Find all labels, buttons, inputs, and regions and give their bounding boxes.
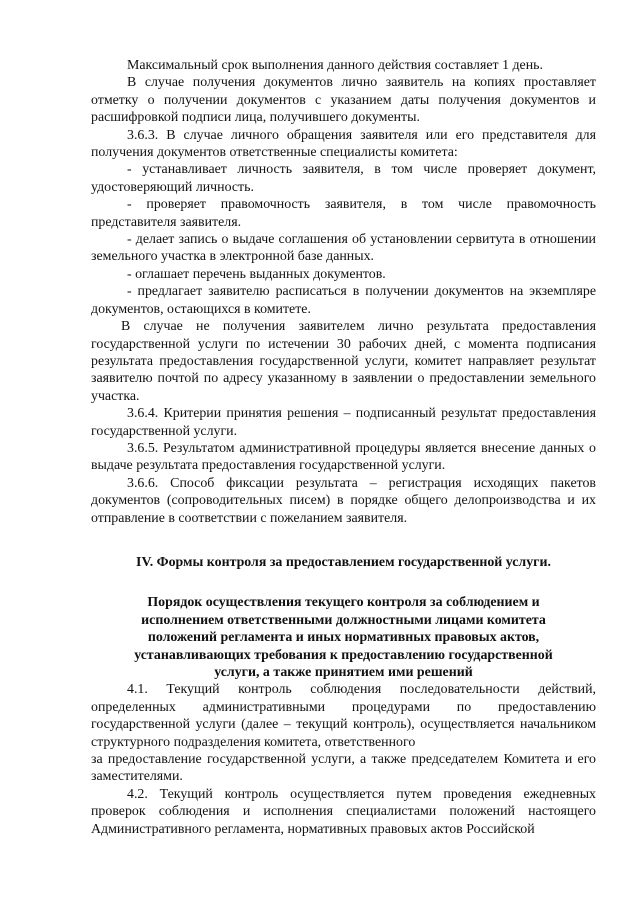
list-item-announce: - оглашает перечень выданных документов. bbox=[127, 266, 386, 282]
subsection-title-line: услуги, а также принятием ими решений bbox=[214, 665, 473, 680]
list-item-record: - делает запись о выдаче соглашения об установлении сервитута в отношении земельного участка в электронной базе данных. bbox=[91, 232, 596, 265]
subsection-title bbox=[91, 594, 596, 681]
paragraph-3-6-3: 3.6.3. В случае личного обращения заявителя или его представителя для получения документов ответственные специалисты комитета: bbox=[91, 127, 596, 161]
subsection-title-line: исполнением ответственными должностными лицами комитета bbox=[141, 612, 546, 628]
list-item-identity: - устанавливает личность заявителя, в том числе проверяет документ, удостоверяющий личность. bbox=[91, 162, 596, 195]
paragraph-4-1-continued: за предоставление государственной услуги, а также председателем Комитета и его заместителями. bbox=[91, 752, 596, 785]
paragraph-max-term: Максимальный срок выполнения данного действия составляет 1 день. bbox=[127, 58, 543, 73]
paragraph-3-6-5: 3.6.5. Результатом административной процедуры является внесение данных о выдаче результата предоставления государственной услуги. bbox=[91, 440, 596, 474]
subsection-title-line: устанавливающих требования к предоставлению государственной bbox=[134, 647, 553, 663]
paragraph-3-6-4: 3.6.4. Критерии принятия решения – подписанный результат предоставления государственной услуги. bbox=[91, 406, 596, 439]
paragraph-4-2: 4.2. Текущий контроль осуществляется путем проведения ежедневных проверок соблюдения и исполнения специалистами положений настоящего Административного регламента, нормативных правовых актов Российской bbox=[91, 786, 596, 837]
subsection-title-line: Порядок осуществления текущего контроля за соблюдением и bbox=[147, 595, 540, 611]
paragraph-3-6-6: 3.6.6. Способ фиксации результата – регистрация исходящих пакетов документов (сопроводительных писем) в порядке общего делопроизводства и их отправление в соответствии с пожеланием заявителя. bbox=[91, 475, 596, 526]
section-title: IV. Формы контроля за предоставлением государственной услуги. bbox=[136, 554, 551, 570]
paragraph-personal-receipt: В случае получения документов лично заявитель на копиях проставляет отметку о получении документов с указанием даты получения документов и расшифровкой подписи лица, получившего документы. bbox=[91, 75, 596, 126]
subsection-title-line: положений регламента и иных нормативных правовых актов, bbox=[147, 630, 540, 646]
paragraph-4-1: 4.1. Текущий контроль соблюдения последовательности действий, определенных административными процедурами по предоставлению государственной услуги (далее – текущий контроль), осуществляется начальником структурного подразделения комитета, ответственного bbox=[91, 682, 596, 750]
paragraph-not-received: В случае не получения заявителем лично результата предоставления государственной услуги по истечении 30 рабочих дней, с момента подписания результата предоставления государственной услуги, комитет направляет результат заявителю почтой по адресу указанному в заявлении о предоставлении земельного участка. bbox=[91, 319, 596, 404]
list-item-sign: - предлагает заявителю расписаться в получении документов на экземпляре документов, остающихся в комитете. bbox=[91, 284, 596, 317]
list-item-authority: - проверяет правомочность заявителя, в том числе правомочность представителя заявителя. bbox=[91, 197, 596, 230]
